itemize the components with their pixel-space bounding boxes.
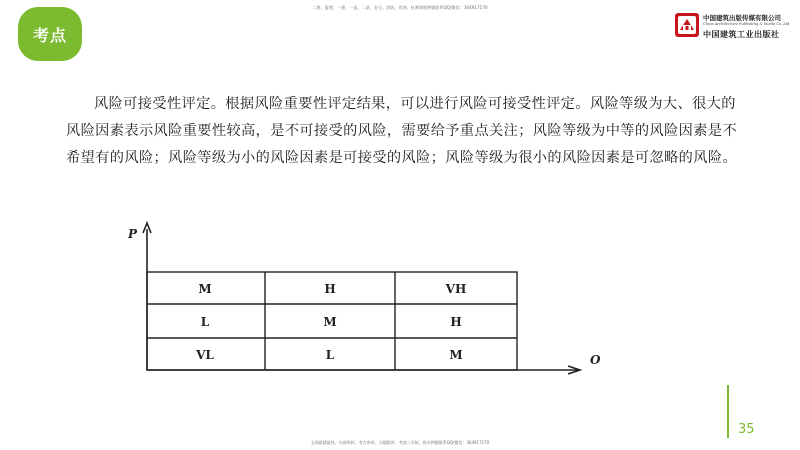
risk-matrix-cells bbox=[195, 282, 466, 362]
topic-badge-label: 考点 bbox=[32, 25, 67, 45]
matrix-cell: H bbox=[450, 315, 462, 329]
matrix-cell: M bbox=[323, 315, 337, 329]
bottom-contact-note: 全网最精最快、内部资料、考点串讲、习题精讲、考前三页纸，购买押题联系QQ/微信：364917170 bbox=[310, 440, 490, 445]
matrix-cell: VH bbox=[445, 282, 467, 296]
top-contact-note: 二建、监理、一建、一造、二造、安全、消防、咨询、检测课程押题联系QQ/微信：364917170 bbox=[312, 5, 488, 10]
publisher-logo bbox=[674, 10, 792, 42]
publisher-name-cn: 中国建筑出版传媒有限公司 bbox=[703, 14, 781, 22]
x-axis-label: O bbox=[590, 353, 601, 367]
risk-matrix-diagram bbox=[120, 220, 620, 380]
matrix-cell: L bbox=[325, 348, 335, 362]
matrix-cell: M bbox=[449, 348, 463, 362]
matrix-cell: VL bbox=[196, 348, 214, 362]
main-paragraph: 风险可接受性评定。根据风险重要性评定结果，可以进行风险可接受性评定。风险等级为大、很大的风险因素表示风险重要性较高，是不可接受的风险，需要给予重点关注；风险等级为中等的风险因素是不希望有的风险；风险等级为小的风险因素是可接受的风险；风险等级为很小的风险因素是可忽略的风险。 bbox=[66, 96, 738, 166]
publisher-name-cn-2: 中国建筑工业出版社 bbox=[703, 29, 780, 39]
publisher-emblem-icon bbox=[674, 12, 700, 38]
matrix-cell: M bbox=[198, 282, 212, 296]
matrix-cell: L bbox=[200, 315, 210, 329]
matrix-cell: H bbox=[324, 282, 336, 296]
page-accent-line bbox=[727, 385, 729, 438]
topic-badge bbox=[18, 7, 82, 61]
publisher-name-en: China Architecture Publishing & Media Co.,Ltd bbox=[703, 22, 790, 26]
y-axis-label: P bbox=[128, 227, 138, 241]
page-number: 35 bbox=[738, 422, 755, 437]
